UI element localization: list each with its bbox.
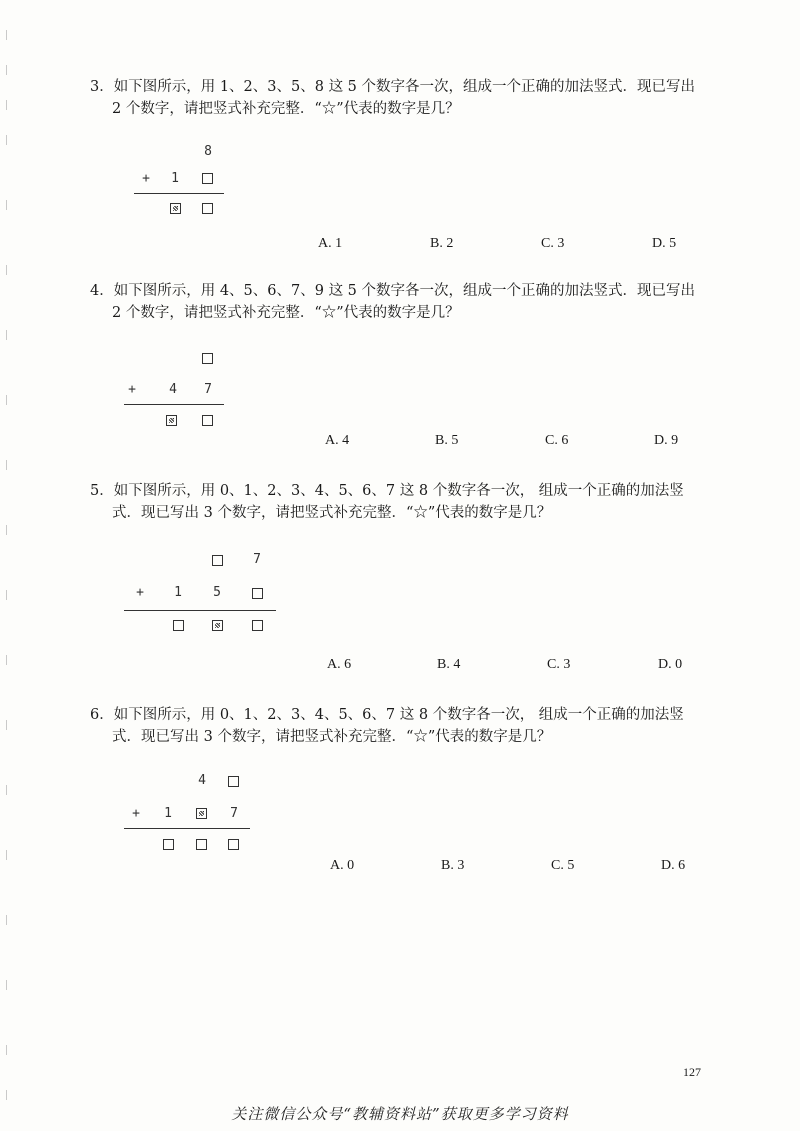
digit-1: 1	[174, 585, 182, 600]
blank-box	[202, 415, 213, 426]
question-4-stem-line2: 2 个数字，请把竖式补充完整．“☆”代表的数字是几？	[112, 305, 460, 321]
blank-box	[212, 555, 223, 566]
plus-sign: +	[128, 382, 136, 397]
question-3-stem-line2: 2 个数字，请把竖式补充完整．“☆”代表的数字是几？	[112, 101, 460, 117]
page-number: 127	[683, 1065, 701, 1079]
blank-box	[228, 776, 239, 787]
digit-7: 7	[230, 806, 238, 821]
option-a[interactable]: A. 6	[327, 657, 352, 672]
question-3-stem-line1: 3．如下图所示，用 1、2、3、5、8 这 5 个数字各一次，组成一个正确的加法竖式．现已写出	[90, 79, 696, 95]
star-box	[170, 203, 181, 214]
option-a[interactable]: A. 1	[318, 236, 343, 251]
blank-box	[196, 839, 207, 850]
option-a[interactable]: A. 0	[330, 858, 355, 873]
plus-sign: +	[136, 585, 144, 600]
option-c[interactable]: C. 3	[541, 236, 565, 251]
digit-5: 5	[213, 585, 221, 600]
digit-4: 4	[198, 773, 206, 788]
option-d[interactable]: D. 9	[654, 433, 679, 448]
blank-box	[228, 839, 239, 850]
plus-sign: +	[132, 806, 140, 821]
digit-7: 7	[204, 382, 212, 397]
star-box	[196, 808, 207, 819]
digit-1: 1	[164, 806, 172, 821]
sum-line	[134, 193, 224, 194]
blank-box	[173, 620, 184, 631]
blank-box	[202, 173, 213, 184]
sum-line	[124, 404, 224, 405]
blank-box	[202, 353, 213, 364]
option-b[interactable]: B. 3	[441, 858, 465, 873]
option-c[interactable]: C. 3	[547, 657, 571, 672]
option-d[interactable]: D. 6	[661, 858, 686, 873]
option-b[interactable]: B. 5	[435, 433, 459, 448]
question-6-stem-line2: 式．现已写出 3 个数字，请把竖式补充完整．“☆”代表的数字是几？	[112, 729, 552, 745]
option-d[interactable]: D. 5	[652, 236, 677, 251]
digit-1: 1	[171, 171, 179, 186]
option-b[interactable]: B. 4	[437, 657, 461, 672]
option-a[interactable]: A. 4	[325, 433, 350, 448]
blank-box	[202, 203, 213, 214]
sum-line	[124, 828, 250, 829]
question-5-stem-line2: 式．现已写出 3 个数字，请把竖式补充完整．“☆”代表的数字是几？	[112, 505, 552, 521]
star-box	[212, 620, 223, 631]
digit-8: 8	[204, 144, 212, 159]
margin-tick-marks	[6, 0, 10, 1131]
blank-box	[252, 588, 263, 599]
footer-watermark: 关注微信公众号“教辅资料站”获取更多学习资料	[231, 1105, 569, 1123]
question-5-stem-line1: 5．如下图所示，用 0、1、2、3、4、5、6、7 这 8 个数字各一次， 组成一个正确的加法竖	[90, 483, 684, 499]
option-d[interactable]: D. 0	[658, 657, 683, 672]
option-b[interactable]: B. 2	[430, 236, 454, 251]
digit-4: 4	[169, 382, 177, 397]
option-c[interactable]: C. 5	[551, 858, 575, 873]
question-4-stem-line1: 4．如下图所示，用 4、5、6、7、9 这 5 个数字各一次，组成一个正确的加法竖式．现已写出	[90, 283, 696, 299]
option-c[interactable]: C. 6	[545, 433, 569, 448]
blank-box	[252, 620, 263, 631]
blank-box	[163, 839, 174, 850]
sum-line	[124, 610, 276, 611]
digit-7: 7	[253, 552, 261, 567]
plus-sign: +	[142, 171, 150, 186]
star-box	[166, 415, 177, 426]
question-6-stem-line1: 6．如下图所示，用 0、1、2、3、4、5、6、7 这 8 个数字各一次， 组成一个正确的加法竖	[90, 707, 684, 723]
